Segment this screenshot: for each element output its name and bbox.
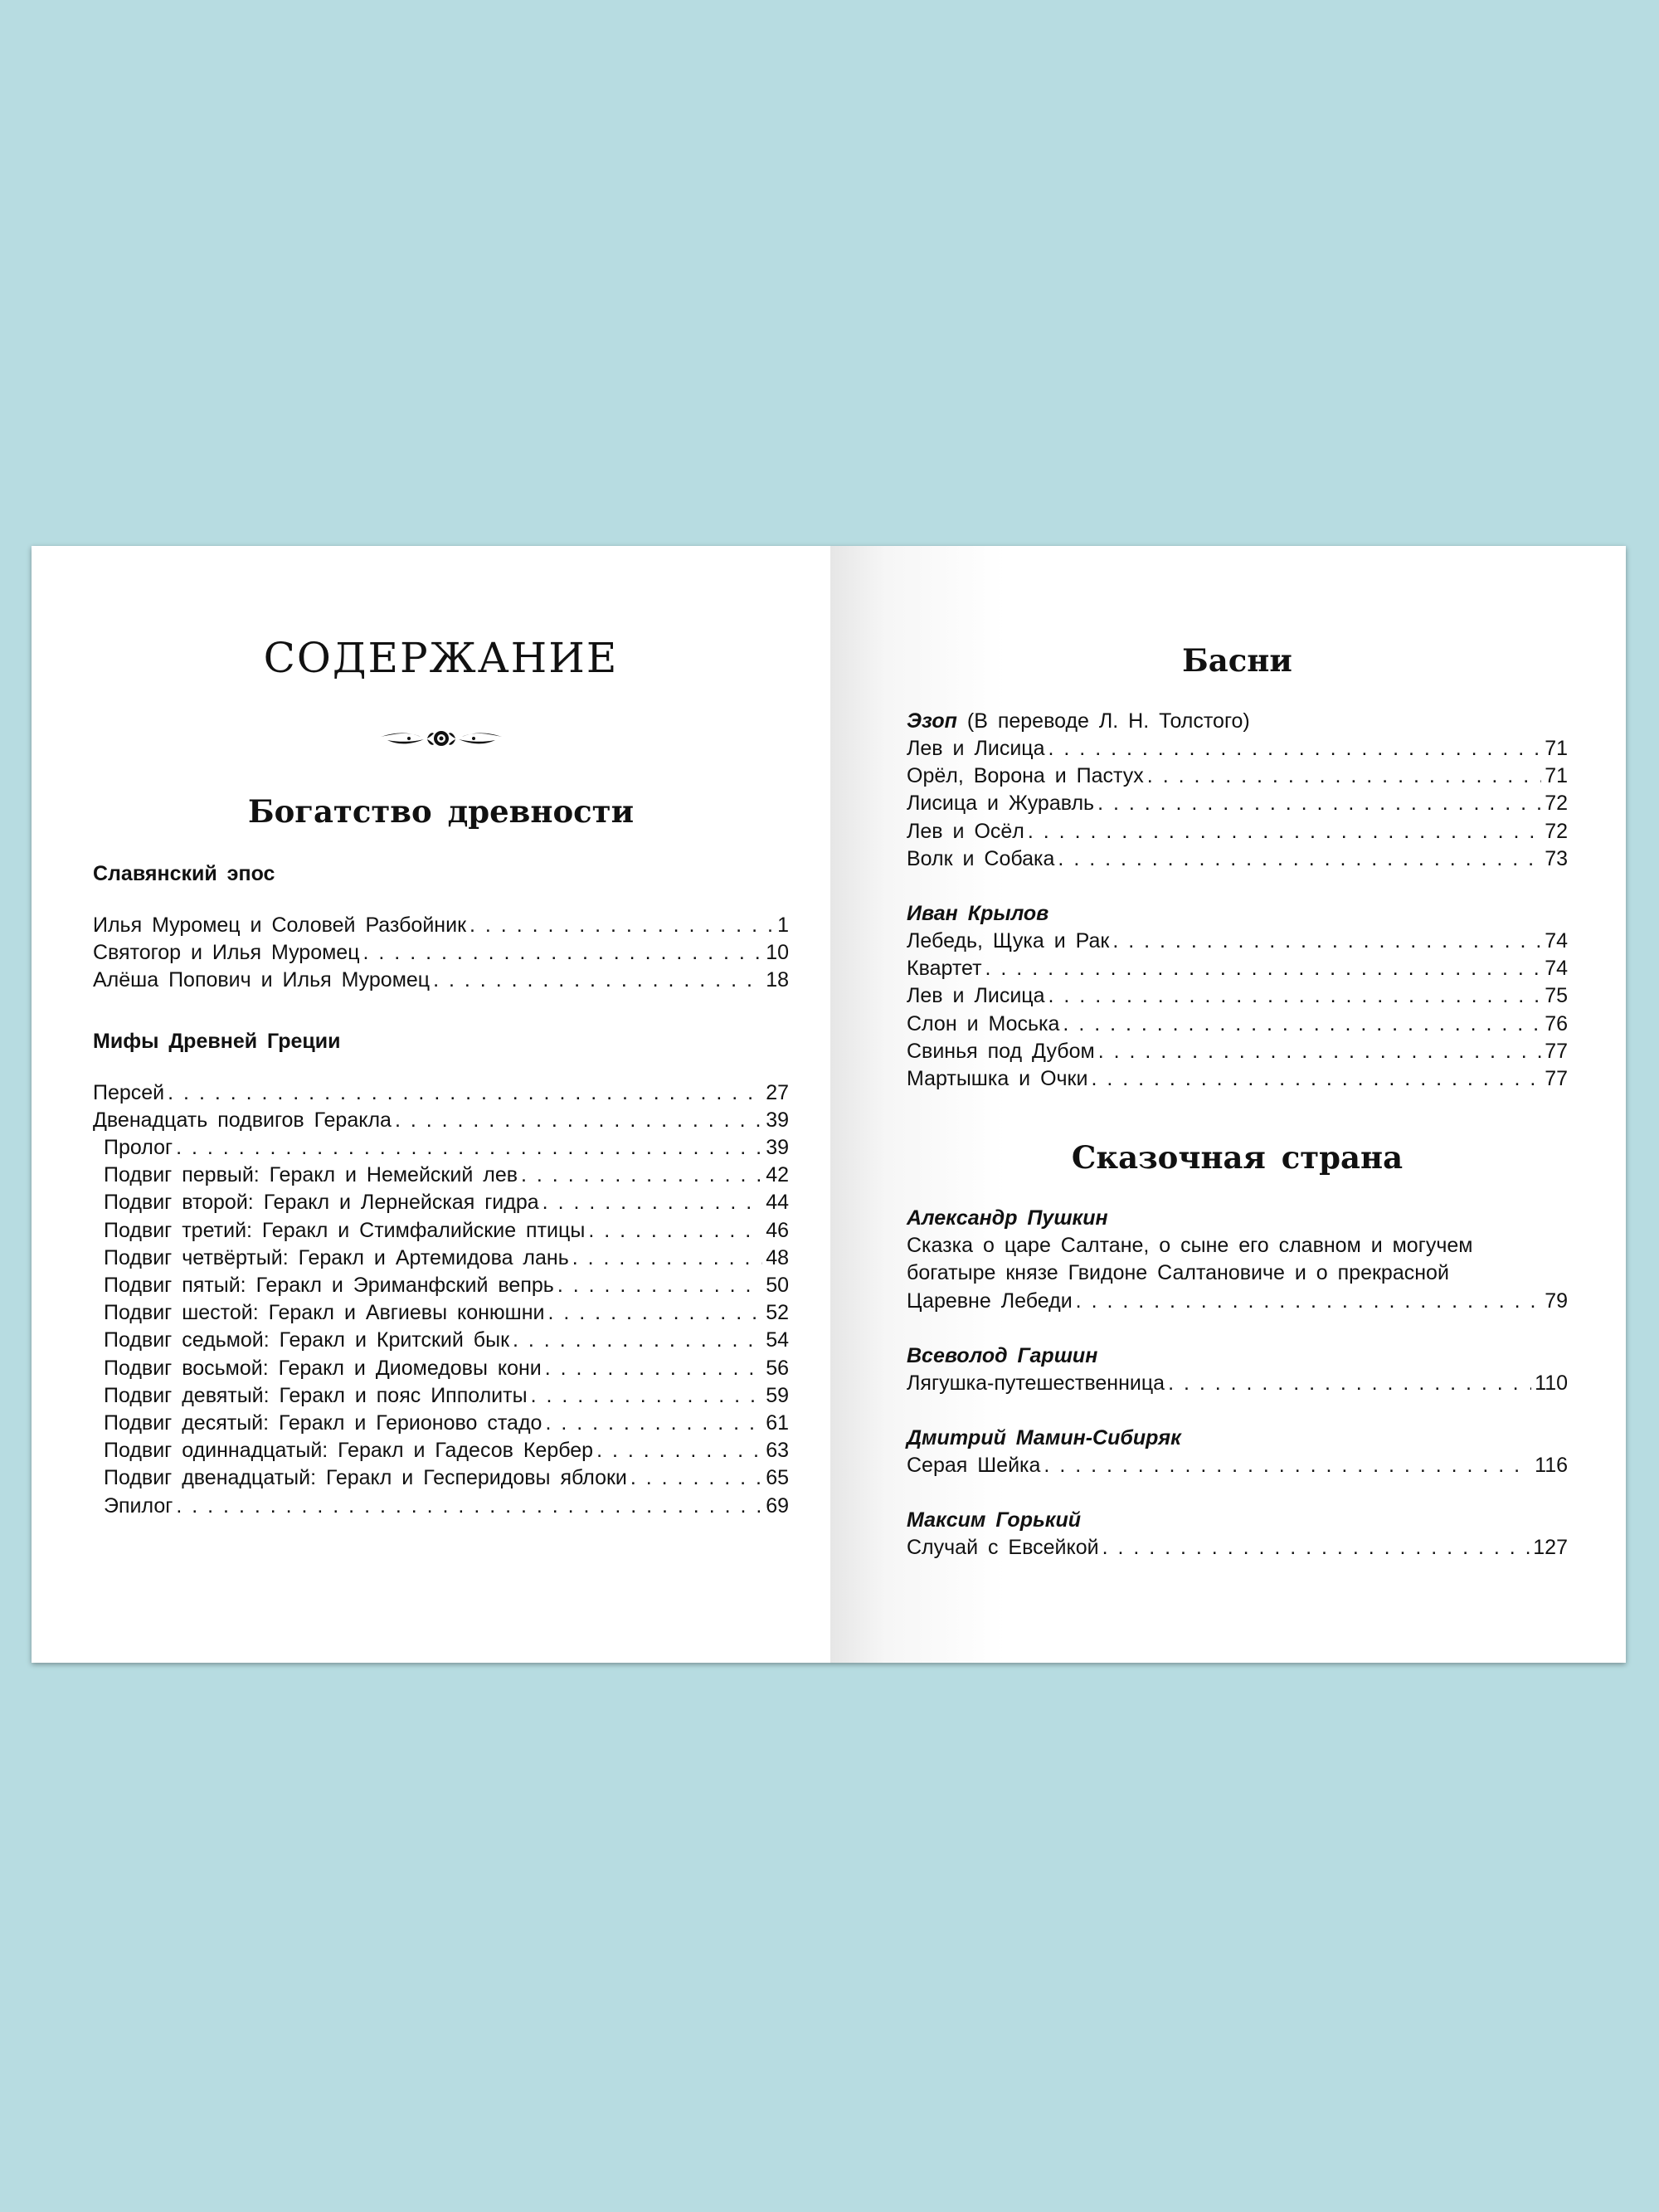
toc-row[interactable]: Царевне Лебеди . . . 79 — [907, 1288, 1568, 1315]
toc-list-slavic — [93, 912, 789, 995]
section-title-antiquity: Богатство древности — [247, 793, 635, 830]
toc-row[interactable]: Орёл, Ворона и Пастух . . . 71 — [907, 763, 1568, 790]
author-gorky: Максим Горький — [907, 1508, 1082, 1532]
toc-row[interactable]: Подвиг десятый: Геракл и Герионово стадо . . . 61 — [93, 1410, 789, 1437]
toc-row[interactable]: Персей . . . 27 — [93, 1079, 789, 1107]
toc-row[interactable]: Серая Шейка . . . 116 — [907, 1452, 1568, 1479]
group-title-greek-myths: Мифы Древней Греции — [93, 1029, 341, 1053]
right-page — [830, 546, 1626, 1663]
toc-row[interactable]: Лев и Лисица . . . 71 — [907, 735, 1568, 763]
toc-row[interactable]: Слон и Моська . . . 76 — [907, 1011, 1568, 1038]
section-title-fairy-land: Сказочная страна — [1071, 1139, 1404, 1177]
toc-row[interactable]: Мартышка и Очки . . . 77 — [907, 1065, 1568, 1093]
toc-row[interactable]: Свинья под Дубом . . . 77 — [907, 1038, 1568, 1065]
toc-row[interactable]: Подвиг шестой: Геракл и Авгиевы конюшни . . . 52 — [93, 1299, 789, 1327]
toc-list-mamin — [907, 1452, 1568, 1479]
toc-row[interactable]: Подвиг девятый: Геракл и пояс Ипполиты . . . 59 — [93, 1382, 789, 1410]
toc-entry-text: Сказка о царе Салтане, о сыне его славном и могучем — [907, 1234, 1473, 1258]
toc-row[interactable]: Илья Муромец и Соловей Разбойник . . . 1 — [93, 912, 789, 939]
book-spread — [32, 546, 1626, 1663]
toc-row[interactable]: Волк и Собака . . . 73 — [907, 845, 1568, 873]
toc-row[interactable]: Подвиг двенадцатый: Геракл и Гесперидовы яблоки . . . 65 — [93, 1464, 789, 1492]
toc-row[interactable]: Эпилог . . . 69 — [93, 1493, 789, 1520]
toc-row[interactable]: Случай с Евсейкой . . . 127 — [907, 1534, 1568, 1562]
toc-list-garshin — [907, 1370, 1568, 1397]
toc-list-aesop — [907, 735, 1568, 873]
author-garshin: Всеволод Гаршин — [907, 1343, 1098, 1367]
toc-row[interactable]: Подвиг седьмой: Геракл и Критский бык . . . 54 — [93, 1327, 789, 1354]
author-aesop: Эзоп (В переводе Л. Н. Толстого) — [907, 709, 1250, 733]
toc-row[interactable]: Лев и Осёл . . . 72 — [907, 818, 1568, 845]
toc-list-pushkin — [907, 1232, 1568, 1315]
toc-list-greek — [93, 1079, 789, 1520]
toc-list-gorky — [907, 1534, 1568, 1562]
translation-note: (В переводе Л. Н. Толстого) — [966, 709, 1250, 733]
toc-entry-text: богатыре князе Гвидоне Салтановиче и о прекрасной — [907, 1261, 1449, 1285]
toc-row[interactable]: Пролог . . . 39 — [93, 1134, 789, 1162]
toc-row[interactable]: Лягушка-путешественница . . . 110 — [907, 1370, 1568, 1397]
toc-row[interactable]: Подвиг восьмой: Геракл и Диомедовы кони . . . 56 — [93, 1355, 789, 1382]
toc-row[interactable]: Алёша Попович и Илья Муромец . . . 18 — [93, 967, 789, 994]
toc-row[interactable]: Подвиг одиннадцатый: Геракл и Гадесов Кербер . . . 63 — [93, 1437, 789, 1464]
toc-row[interactable]: Подвиг второй: Геракл и Лернейская гидра . . . 44 — [93, 1189, 789, 1216]
toc-list-krylov — [907, 928, 1568, 1093]
toc-row[interactable]: Лисица и Журавль . . . 72 — [907, 790, 1568, 817]
toc-row[interactable]: Подвиг третий: Геракл и Стимфалийские птицы . . . 46 — [93, 1217, 789, 1245]
toc-title: СОДЕРЖАНИЕ — [263, 634, 619, 682]
toc-row[interactable]: Святогор и Илья Муромец . . . 10 — [93, 939, 789, 967]
toc-row[interactable]: Лебедь, Щука и Рак . . . 74 — [907, 928, 1568, 955]
toc-row[interactable]: Двенадцать подвигов Геракла . . . 39 — [93, 1107, 789, 1134]
author-mamin-sibiryak: Дмитрий Мамин-Сибиряк — [907, 1426, 1181, 1450]
section-title-fables: Басни — [1182, 642, 1292, 679]
toc-row[interactable]: Квартет . . . 74 — [907, 955, 1568, 982]
left-page — [32, 546, 830, 1663]
toc-row[interactable]: Подвиг четвёртый: Геракл и Артемидова лань . . . 48 — [93, 1245, 789, 1272]
ornament-divider-icon — [381, 725, 502, 752]
toc-row[interactable]: Лев и Лисица . . . 75 — [907, 982, 1568, 1010]
toc-row[interactable]: Подвиг первый: Геракл и Немейский лев . . . 42 — [93, 1162, 789, 1189]
author-pushkin: Александр Пушкин — [907, 1206, 1108, 1230]
author-krylov: Иван Крылов — [907, 902, 1049, 926]
toc-row[interactable]: Подвиг пятый: Геракл и Эриманфский вепрь . . . 50 — [93, 1272, 789, 1299]
group-title-slavic-epic: Славянский эпос — [93, 862, 275, 885]
